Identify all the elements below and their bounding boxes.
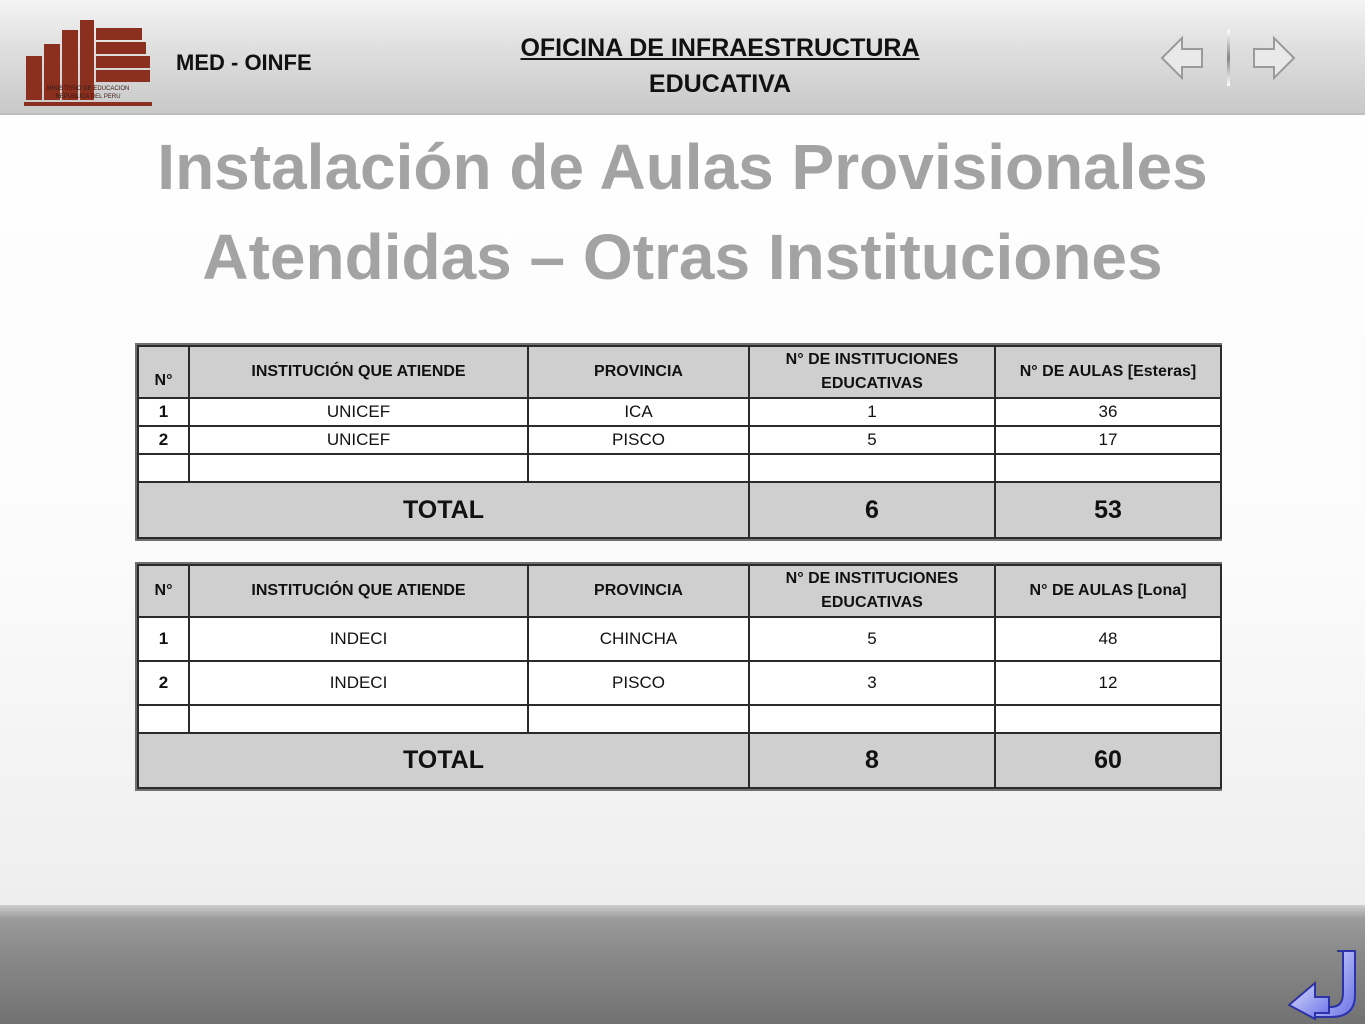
table-row-empty bbox=[138, 705, 1221, 733]
empty-cell bbox=[528, 454, 749, 482]
cell-provincia: ICA bbox=[528, 398, 749, 426]
total-label: TOTAL bbox=[138, 733, 749, 788]
empty-cell bbox=[749, 705, 995, 733]
cell-institucion: UNICEF bbox=[189, 398, 528, 426]
cell-institucion: INDECI bbox=[189, 617, 528, 661]
empty-cell bbox=[189, 454, 528, 482]
empty-cell bbox=[528, 705, 749, 733]
nav-divider bbox=[1227, 30, 1230, 86]
cell-n: 2 bbox=[138, 661, 189, 705]
cell-n: 1 bbox=[138, 398, 189, 426]
logo-caption-2: REPUBLICA DEL PERU bbox=[55, 94, 121, 100]
empty-cell bbox=[189, 705, 528, 733]
cell-n: 1 bbox=[138, 617, 189, 661]
header-provincia: PROVINCIA bbox=[528, 565, 749, 617]
header-institucion: INSTITUCIÓN QUE ATIENDE bbox=[189, 346, 528, 398]
empty-cell bbox=[138, 705, 189, 733]
cell-aulas: 48 bbox=[995, 617, 1221, 661]
table-row bbox=[138, 398, 1221, 426]
total-aulas: 60 bbox=[995, 733, 1221, 788]
cell-provincia: PISCO bbox=[528, 426, 749, 454]
cell-institucion: INDECI bbox=[189, 661, 528, 705]
page-title-line-2: Atendidas – Otras Instituciones bbox=[202, 221, 1163, 293]
cell-aulas: 12 bbox=[995, 661, 1221, 705]
cell-n: 2 bbox=[138, 426, 189, 454]
office-title-line-2: EDUCATIVA bbox=[648, 70, 792, 98]
header-institucion: INSTITUCIÓN QUE ATIENDE bbox=[189, 565, 528, 617]
cell-aulas: 36 bbox=[995, 398, 1221, 426]
page-title-line-1: Instalación de Aulas Provisionales bbox=[157, 131, 1208, 203]
cell-instituciones: 5 bbox=[749, 426, 995, 454]
table-header-row bbox=[138, 346, 1221, 398]
cell-instituciones: 1 bbox=[749, 398, 995, 426]
logo-caption-1: MINISTERIO DE EDUCACION bbox=[46, 86, 130, 92]
table-esteras bbox=[135, 343, 1222, 541]
cell-instituciones: 5 bbox=[749, 617, 995, 661]
header-n: N° bbox=[138, 346, 189, 398]
return-arrow-icon[interactable] bbox=[1285, 947, 1361, 1021]
office-title bbox=[400, 30, 1040, 102]
total-instituciones: 6 bbox=[749, 482, 995, 538]
header-band bbox=[0, 0, 1365, 115]
footer-band bbox=[0, 905, 1365, 1024]
cell-provincia: CHINCHA bbox=[528, 617, 749, 661]
ministry-logo-icon bbox=[22, 16, 154, 108]
table-row-empty bbox=[138, 454, 1221, 482]
arrow-right-icon[interactable] bbox=[1250, 30, 1298, 86]
page-title bbox=[40, 122, 1325, 302]
table-lona bbox=[135, 562, 1222, 791]
total-instituciones: 8 bbox=[749, 733, 995, 788]
table-row bbox=[138, 426, 1221, 454]
cell-institucion: UNICEF bbox=[189, 426, 528, 454]
cell-provincia: PISCO bbox=[528, 661, 749, 705]
table-row bbox=[138, 661, 1221, 705]
header-aulas: N° DE AULAS [Lona] bbox=[995, 565, 1221, 617]
arrow-left-icon[interactable] bbox=[1158, 30, 1206, 86]
office-title-line-1: OFICINA DE INFRAESTRUCTURA bbox=[520, 34, 920, 62]
table-total-row bbox=[138, 733, 1221, 788]
total-aulas: 53 bbox=[995, 482, 1221, 538]
cell-instituciones: 3 bbox=[749, 661, 995, 705]
total-label: TOTAL bbox=[138, 482, 749, 538]
header-aulas: N° DE AULAS [Esteras] bbox=[995, 346, 1221, 398]
empty-cell bbox=[995, 705, 1221, 733]
header-instituciones: N° DE INSTITUCIONES EDUCATIVAS bbox=[749, 565, 995, 617]
table-header-row bbox=[138, 565, 1221, 617]
header-n: N° bbox=[138, 565, 189, 617]
empty-cell bbox=[138, 454, 189, 482]
table-row bbox=[138, 617, 1221, 661]
header-provincia: PROVINCIA bbox=[528, 346, 749, 398]
empty-cell bbox=[995, 454, 1221, 482]
table-total-row bbox=[138, 482, 1221, 538]
header-instituciones: N° DE INSTITUCIONES EDUCATIVAS bbox=[749, 346, 995, 398]
cell-aulas: 17 bbox=[995, 426, 1221, 454]
org-short-label: MED - OINFE bbox=[176, 50, 312, 75]
empty-cell bbox=[749, 454, 995, 482]
